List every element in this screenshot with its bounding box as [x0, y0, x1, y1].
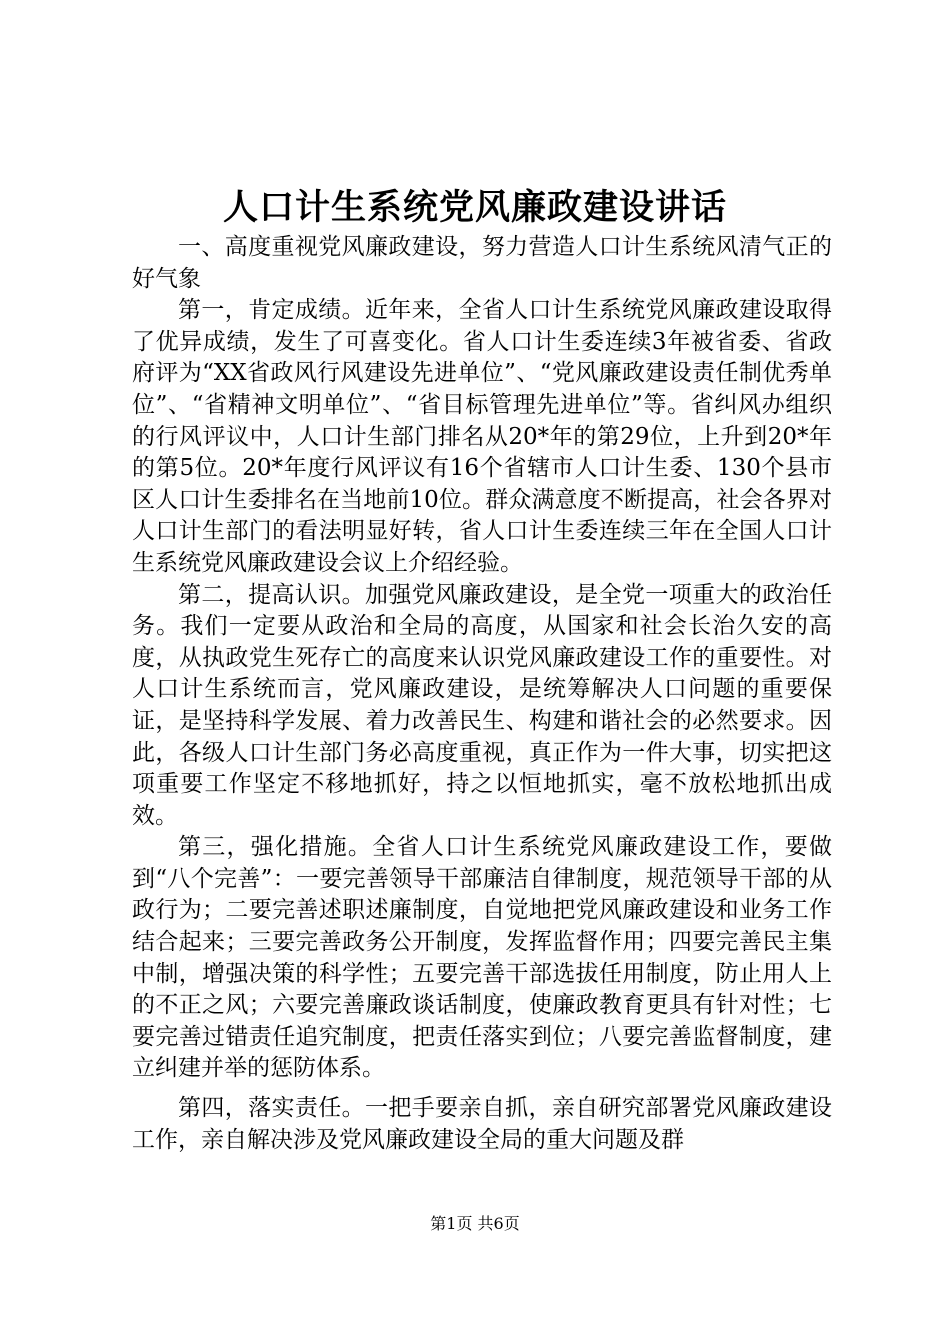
paragraph-section-heading: 一、高度重视党风廉政建设，努力营造人口计生系统风清气正的好气象 [132, 234, 832, 292]
paragraph-first-achievements: 第一，肯定成绩。近年来，全省人口计生系统党风廉政建设取得了优异成绩，发生了可喜变化。省人口计生委连续3年被省委、省政府评为“XX省政风行风建设先进单位”、“党风廉政建设责任制优秀单位”、“省精神文明单位”、“省目标管理先进单位”等。省纠风办组织的行风评议中，人口计生部门排名从20*年的第29位，上升到20*年的第5位。20*年度行风评议有16个省辖市人口计生委、130个县市区人口计生委排名在当地前10位。群众满意度不断提高，社会各界对人口计生部门的看法明显好转，省人口计生委连续三年在全国人口计生系统党风廉政建设会议上介绍经验。 [132, 297, 832, 576]
paragraph-second-awareness: 第二，提高认识。加强党风廉政建设，是全党一项重大的政治任务。我们一定要从政治和全局的高度，从国家和社会长治久安的高度，从执政党生死存亡的高度来认识党风廉政建设工作的重要性。对人口计生系统而言，党风廉政建设，是统筹解决人口问题的重要保证，是坚持科学发展、着力改善民生、构建和谐社会的必然要求。因此，各级人口计生部门务必高度重视，真正作为一件大事，切实把这项重要工作坚定不移地抓好，持之以恒地抓实，毫不放松地抓出成效。 [132, 581, 832, 829]
document-title: 人口计生系统党风廉政建设讲话 [222, 187, 727, 228]
document-body [132, 232, 832, 1156]
paragraph-fourth-responsibility: 第四，落实责任。一把手要亲自抓，亲自研究部署党风廉政建设工作，亲自解决涉及党风廉政建设全局的重大问题及群 [132, 1095, 832, 1153]
page-number-footer: 第1页 共6页 [430, 1214, 520, 1233]
paragraph-third-measures: 第三，强化措施。全省人口计生系统党风廉政建设工作，要做到“八个完善”：一要完善领导干部廉洁自律制度，规范领导干部的从政行为；二要完善述职述廉制度，自觉地把党风廉政建设和业务工作结合起来；三要完善政务公开制度，发挥监督作用；四要完善民主集中制，增强决策的科学性；五要完善干部选拔任用制度，防止用人上的不正之风；六要完善廉政谈话制度，使廉政教育更具有针对性；七要完善过错责任追究制度，把责任落实到位；八要完善监督制度，建立纠建并举的惩防体系。 [132, 834, 832, 1082]
